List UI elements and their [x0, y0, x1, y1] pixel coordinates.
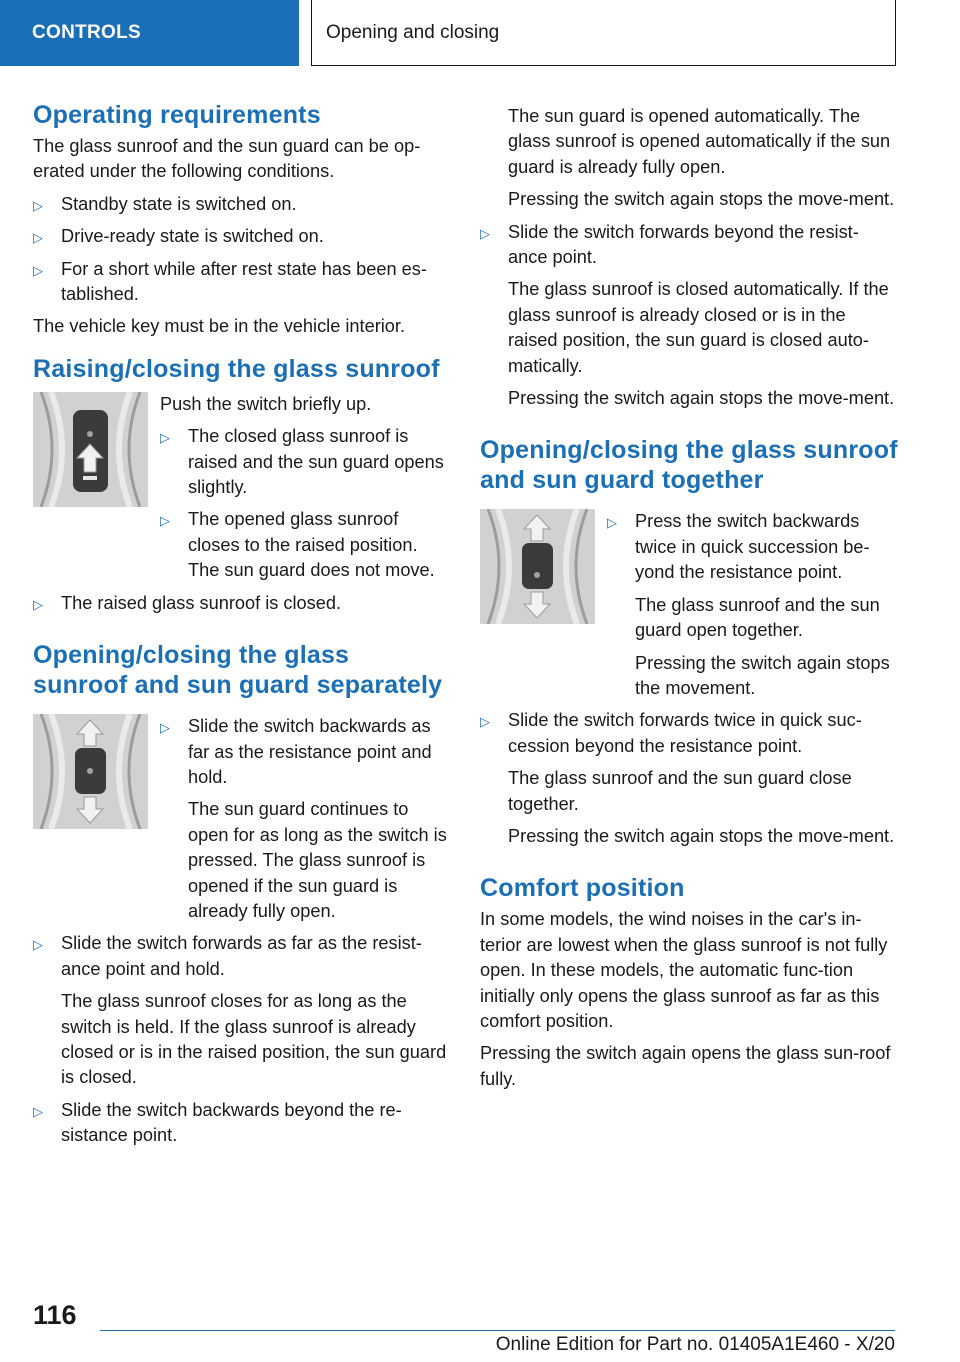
- section-tab: [0, 0, 299, 66]
- triangle-right-icon: ▷: [160, 720, 170, 736]
- bullet-list: [33, 931, 448, 1148]
- chapter-tab: [311, 0, 896, 66]
- triangle-right-icon: ▷: [33, 1103, 43, 1119]
- triangle-right-icon: ▷: [33, 230, 43, 246]
- paragraph: Push the switch briefly up.: [160, 393, 372, 414]
- list-item: ▷ Slide the switch backwards beyond the re-sistance point.: [33, 1099, 402, 1146]
- figure-text: [607, 509, 898, 701]
- page-number: 116: [33, 1300, 77, 1330]
- paragraph: The sun guard is opened automatically. The glass sunroof is opened automatically if the sun guard is already fully open.: [508, 106, 891, 177]
- chapter-title: Opening and closing: [326, 21, 500, 43]
- separately-section: [33, 640, 448, 1149]
- switch-up-illustration: [33, 392, 148, 507]
- section-title: CONTROLS: [32, 22, 142, 43]
- switch-figure-block: [480, 509, 898, 701]
- list-item: ▷ Press the switch backwards twice in quick succession be-yond the resistance point. The glass sunroof and the sun guard open together. Pressing the switch again stops the movement.: [607, 511, 890, 698]
- triangle-right-icon: ▷: [480, 225, 490, 241]
- footer-divider: [100, 1330, 895, 1331]
- list-item: ▷ Slide the switch forwards beyond the resist-ance point. The glass sunroof is closed automatically. If the glass sunroof is already closed or is in the raised position, the sun guard is closed auto-matically. Pressing the switch again stops the move-ment.: [480, 221, 895, 409]
- list-item: ▷ For a short while after rest state has been es-tablished.: [33, 258, 427, 305]
- edition-note: Online Edition for Part no. 01405A1E460 - X/20: [495, 1334, 895, 1355]
- paragraph: The vehicle key must be in the vehicle interior.: [33, 316, 406, 337]
- section-heading: Opening/closing the glass sunroof and sun guard separately: [33, 641, 443, 700]
- together-section: [480, 435, 898, 849]
- section-heading: Comfort position: [480, 874, 685, 903]
- switch-slide-illustration: [480, 509, 595, 624]
- bullet-list: [33, 192, 448, 308]
- switch-slide-illustration: [33, 714, 148, 829]
- section-heading: Raising/closing the glass sunroof: [33, 354, 440, 383]
- triangle-right-icon: ▷: [607, 515, 617, 531]
- triangle-right-icon: ▷: [160, 513, 170, 529]
- paragraph: The glass sunroof and the sun guard can be op-erated under the following conditions.: [33, 136, 421, 182]
- figure-text: [160, 392, 448, 584]
- switch-figure-block: [33, 714, 448, 924]
- left-column: [33, 100, 448, 1169]
- list-item: ▷ Slide the switch forwards as far as the resist-ance point and hold. The glass sunroof closes for as long as the switch is held. If the glass sunroof is already closed or is in the raised position, the sun guard is closed.: [33, 933, 447, 1088]
- list-item: ▷ Slide the switch forwards twice in quick suc-cession beyond the resistance point. The glass sunroof and the sun guard close together. Pressing the switch again stops the move-ment.: [480, 710, 895, 846]
- bullet-list: [480, 220, 898, 412]
- bullet-list: [33, 591, 448, 616]
- list-item: ▷ The opened glass sunroof closes to the raised position. The sun guard does not move.: [160, 509, 435, 581]
- bullet-list: [607, 509, 898, 701]
- list-item: ▷ Slide the switch backwards as far as the resistance point and hold. The sun guard continues to open for as long as the switch is pressed. The glass sunroof is opened if the sun guard is already fully open.: [160, 716, 447, 921]
- triangle-right-icon: ▷: [33, 596, 43, 612]
- paragraph: In some models, the wind noises in the car's in-terior are lowest when the glass sunroof is not fully open. In these models, the automatic func-tion initially only opens the glass sunroof as far as this comfort position.: [480, 909, 888, 1031]
- triangle-right-icon: ▷: [33, 937, 43, 953]
- switch-figure-block: [33, 392, 448, 584]
- section-heading: Operating requirements: [33, 101, 321, 129]
- operating-requirements-section: [33, 100, 448, 340]
- separately-continued: [480, 104, 898, 411]
- triangle-right-icon: ▷: [33, 197, 43, 213]
- bullet-list: [480, 708, 898, 849]
- comfort-position-section: [480, 873, 898, 1092]
- bullet-list: [160, 714, 448, 924]
- list-item: ▷ The closed glass sunroof is raised and the sun guard opens slightly.: [160, 426, 444, 498]
- paragraph: Pressing the switch again stops the move-ment.: [508, 189, 895, 210]
- list-item: ▷ Standby state is switched on.: [33, 192, 448, 217]
- triangle-right-icon: ▷: [480, 714, 490, 730]
- list-item: ▷ The raised glass sunroof is closed.: [33, 591, 448, 616]
- paragraph: Pressing the switch again opens the glass sun-roof fully.: [480, 1043, 891, 1089]
- section-heading: Opening/closing the glass sunroof and sun guard together: [480, 436, 898, 495]
- raising-closing-section: [33, 354, 448, 616]
- triangle-right-icon: ▷: [33, 262, 43, 278]
- figure-text: [160, 714, 448, 924]
- triangle-right-icon: ▷: [160, 430, 170, 446]
- continued-text: [480, 104, 898, 213]
- list-item: ▷ Drive-ready state is switched on.: [33, 224, 448, 249]
- right-column: [480, 104, 898, 1112]
- bullet-list: [160, 424, 448, 583]
